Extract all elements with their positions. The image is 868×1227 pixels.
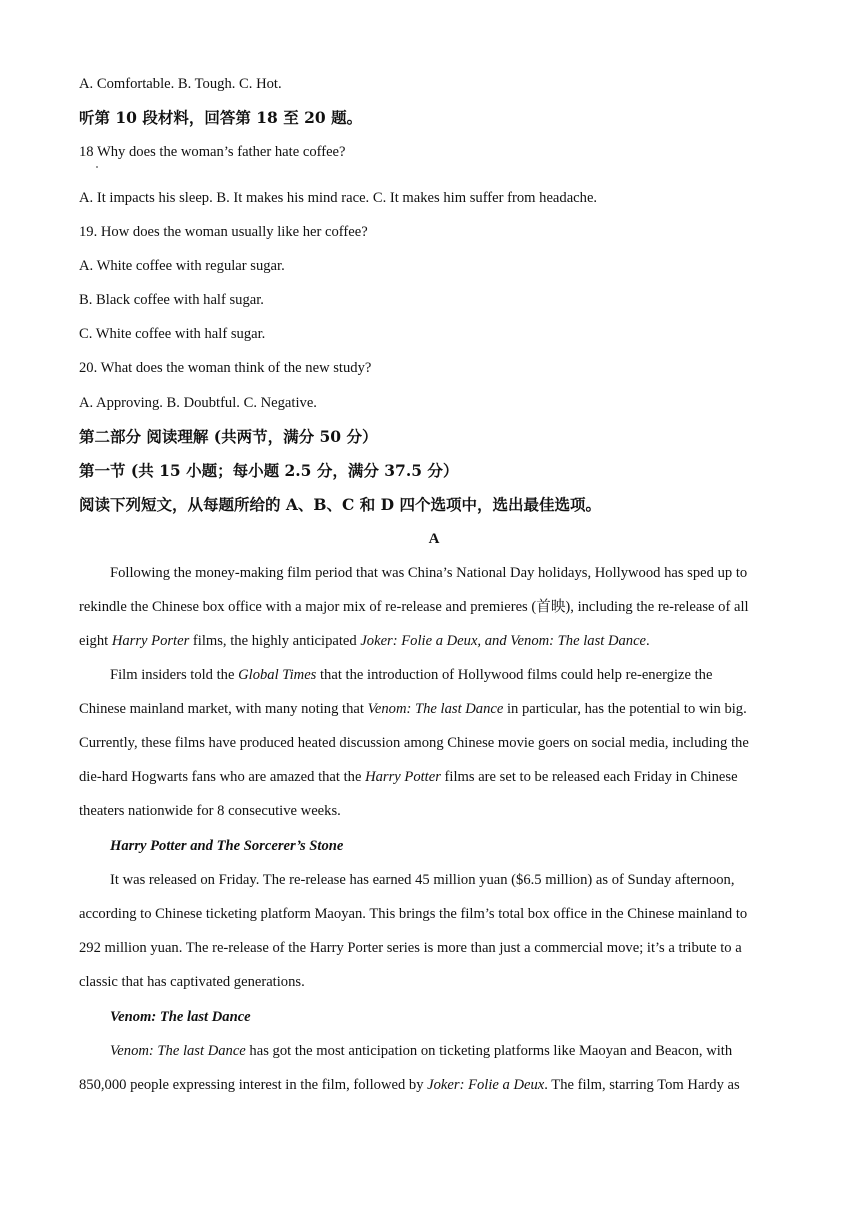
section1-heading: 第一节 (共 15 小题；每小题 2.5 分，满分 37.5 分） [79, 461, 459, 480]
q19-question: 19. How does the woman usually like her coffee? [79, 224, 368, 240]
subheading-venom: Venom: The last Dance [110, 1009, 251, 1025]
paragraph-3-line-1: It was released on Friday. The re-release has earned 45 million yuan ($6.5 million) as of Sunday afternoon, [110, 872, 735, 888]
passage-label: A [428, 531, 440, 547]
subheading-harry-potter: Harry Potter and The Sorcerer’s Stone [110, 838, 344, 854]
q20-options: A. Approving. B. Doubtful. C. Negative. [79, 395, 317, 411]
reading-instruction: 阅读下列短文，从每题所给的 A、B、C 和 D 四个选项中，选出最佳选项。 [79, 495, 601, 514]
q19-option-a: A. White coffee with regular sugar. [79, 258, 285, 274]
q19-option-b: B. Black coffee with half sugar. [79, 292, 264, 308]
paragraph-1-line-3: eight Harry Porter films, the highly anticipated Joker: Folie a Deux, and Venom: The last Dance. [79, 633, 650, 649]
q17-options: A. Comfortable. B. Tough. C. Hot. [79, 76, 282, 92]
paragraph-2-line-2: Chinese mainland market, with many noting that Venom: The last Dance in particular, has the potential to win big. [79, 701, 747, 717]
q19-option-c: C. White coffee with half sugar. [79, 326, 266, 342]
paragraph-2-line-1: Film insiders told the Global Times that the introduction of Hollywood films could help re-energize the [110, 667, 713, 683]
q20-question: 20. What does the woman think of the new study? [79, 360, 372, 376]
paragraph-3-line-3: 292 million yuan. The re-release of the Harry Porter series is more than just a commercial move; it’s a tribute to a [79, 940, 742, 956]
paragraph-2-line-3: Currently, these films have produced heated discussion among Chinese movie goers on social media, including the [79, 735, 749, 751]
paragraph-4-line-2: 850,000 people expressing interest in the film, followed by Joker: Folie a Deux. The film, starring Tom Hardy as [79, 1077, 740, 1093]
paragraph-2-line-5: theaters nationwide for 8 consecutive weeks. [79, 803, 341, 819]
paragraph-3-line-4: classic that has captivated generations. [79, 974, 305, 990]
q18-options: A. It impacts his sleep. B. It makes his mind race. C. It makes him suffer from headache. [79, 190, 598, 206]
section10-heading: 听第 10 段材料，回答第 18 至 20 题。 [79, 108, 363, 127]
paragraph-4-line-1: Venom: The last Dance has got the most anticipation on ticketing platforms like Maoyan and Beacon, with [110, 1043, 733, 1059]
paragraph-2-line-4: die-hard Hogwarts fans who are amazed that the Harry Potter films are set to be released each Friday in Chinese [79, 769, 738, 785]
stray-mark [96, 166, 98, 168]
paragraph-3-line-2: according to Chinese ticketing platform Maoyan. This brings the film’s total box office in the Chinese mainland to [79, 906, 748, 922]
part2-heading: 第二部分 阅读理解 (共两节，满分 50 分） [79, 427, 378, 446]
paragraph-1-line-2: rekindle the Chinese box office with a major mix of re-release and premieres (首映), including the re-release of all [79, 599, 749, 615]
q18-question: 18 Why does the woman’s father hate coffee? [79, 144, 346, 160]
paragraph-1-line-1: Following the money-making film period that was China’s National Day holidays, Hollywood has sped up to [110, 565, 748, 581]
